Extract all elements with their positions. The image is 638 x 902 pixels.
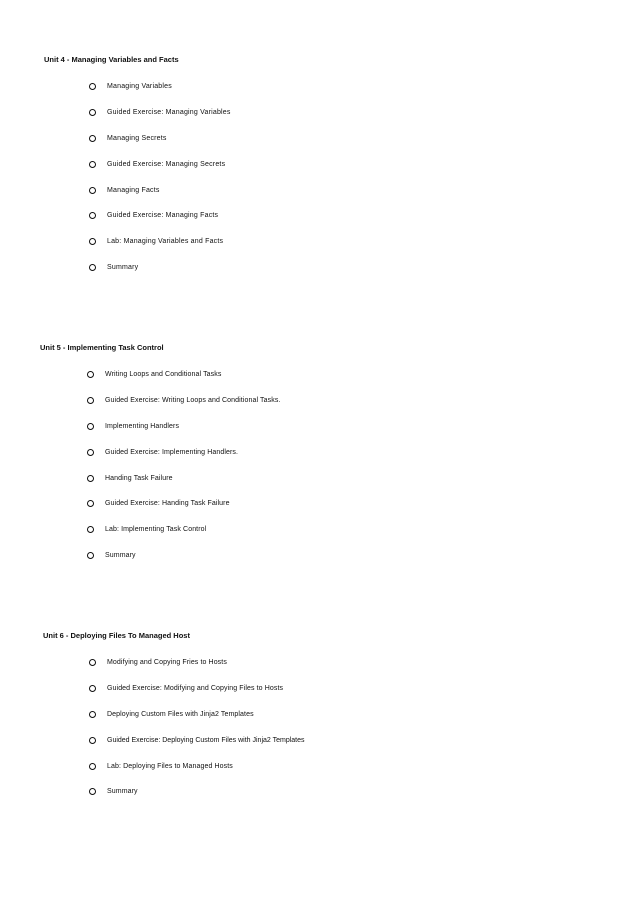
topic-label: Guided Exercise: Deploying Custom Files with Jinja2 Templates: [107, 736, 305, 744]
topic-label: Managing Facts: [107, 186, 160, 194]
topic-label: Lab: Deploying Files to Managed Hosts: [107, 762, 233, 770]
list-item: [0, 702, 638, 728]
list-item: [0, 650, 638, 676]
bullet-icon: [89, 135, 96, 142]
bullet-icon: [89, 763, 96, 770]
bullet-icon: [89, 685, 96, 692]
bullet-icon: [87, 526, 94, 533]
unit-6-section: [0, 624, 638, 805]
unit-6-title: Unit 6 - Deploying Files To Managed Host: [43, 631, 190, 640]
bullet-icon: [89, 659, 96, 666]
unit-4-section: [0, 48, 638, 280]
list-item: [0, 151, 638, 177]
list-item: [0, 177, 638, 203]
topic-label: Managing Secrets: [107, 134, 167, 142]
unit-4-title: Unit 4 - Managing Variables and Facts: [44, 55, 179, 64]
topic-label: Lab: Implementing Task Control: [105, 526, 207, 534]
topic-label: Guided Exercise: Implementing Handlers.: [105, 448, 239, 456]
bullet-icon: [89, 161, 96, 168]
list-item: [0, 362, 638, 388]
list-item: [0, 203, 638, 229]
bullet-icon: [87, 423, 94, 430]
bullet-icon: [87, 475, 94, 482]
list-item: [0, 439, 638, 465]
list-item: [0, 676, 638, 702]
topic-label: Deploying Custom Files with Jinja2 Templates: [107, 710, 254, 718]
topic-label: Summary: [107, 263, 139, 271]
list-item: [0, 255, 638, 281]
bullet-icon: [89, 238, 96, 245]
list-item: [0, 779, 638, 805]
topic-label: Guided Exercise: Writing Loops and Conditional Tasks.: [105, 397, 281, 405]
list-item: [0, 414, 638, 440]
bullet-icon: [89, 187, 96, 194]
list-item: [0, 388, 638, 414]
bullet-icon: [89, 212, 96, 219]
unit-5-section: [0, 336, 638, 568]
bullet-icon: [89, 264, 96, 271]
bullet-icon: [89, 788, 96, 795]
list-item: [0, 491, 638, 517]
topic-label: Summary: [105, 551, 136, 559]
unit-4-topic-list: [0, 74, 638, 280]
bullet-icon: [87, 552, 94, 559]
bullet-icon: [89, 83, 96, 90]
bullet-icon: [87, 397, 94, 404]
topic-label: Guided Exercise: Modifying and Copying Files to Hosts: [107, 685, 284, 693]
bullet-icon: [89, 711, 96, 718]
topic-label: Guided Exercise: Managing Secrets: [107, 160, 226, 168]
bullet-icon: [89, 737, 96, 744]
list-item: [0, 517, 638, 543]
unit-6-topic-list: [0, 650, 638, 805]
topic-label: Summary: [107, 788, 138, 796]
list-item: [0, 727, 638, 753]
topic-label: Modifying and Copying Fries to Hosts: [107, 659, 227, 667]
bullet-icon: [89, 109, 96, 116]
list-item: [0, 229, 638, 255]
list-item: [0, 753, 638, 779]
topic-label: Guided Exercise: Handing Task Failure: [105, 500, 230, 508]
topic-label: Guided Exercise: Managing Facts: [107, 212, 219, 220]
bullet-icon: [87, 371, 94, 378]
topic-label: Lab: Managing Variables and Facts: [107, 238, 224, 246]
list-item: [0, 100, 638, 126]
list-item: [0, 543, 638, 569]
unit-5-topic-list: [0, 362, 638, 568]
bullet-icon: [87, 449, 94, 456]
topic-label: Handing Task Failure: [105, 474, 173, 482]
topic-label: Guided Exercise: Managing Variables: [107, 109, 231, 117]
topic-label: Managing Variables: [107, 83, 172, 91]
list-item: [0, 74, 638, 100]
list-item: [0, 465, 638, 491]
topic-label: Writing Loops and Conditional Tasks: [105, 371, 222, 379]
unit-5-title: Unit 5 - Implementing Task Control: [40, 343, 164, 352]
bullet-icon: [87, 500, 94, 507]
list-item: [0, 126, 638, 152]
topic-label: Implementing Handlers: [105, 422, 180, 430]
